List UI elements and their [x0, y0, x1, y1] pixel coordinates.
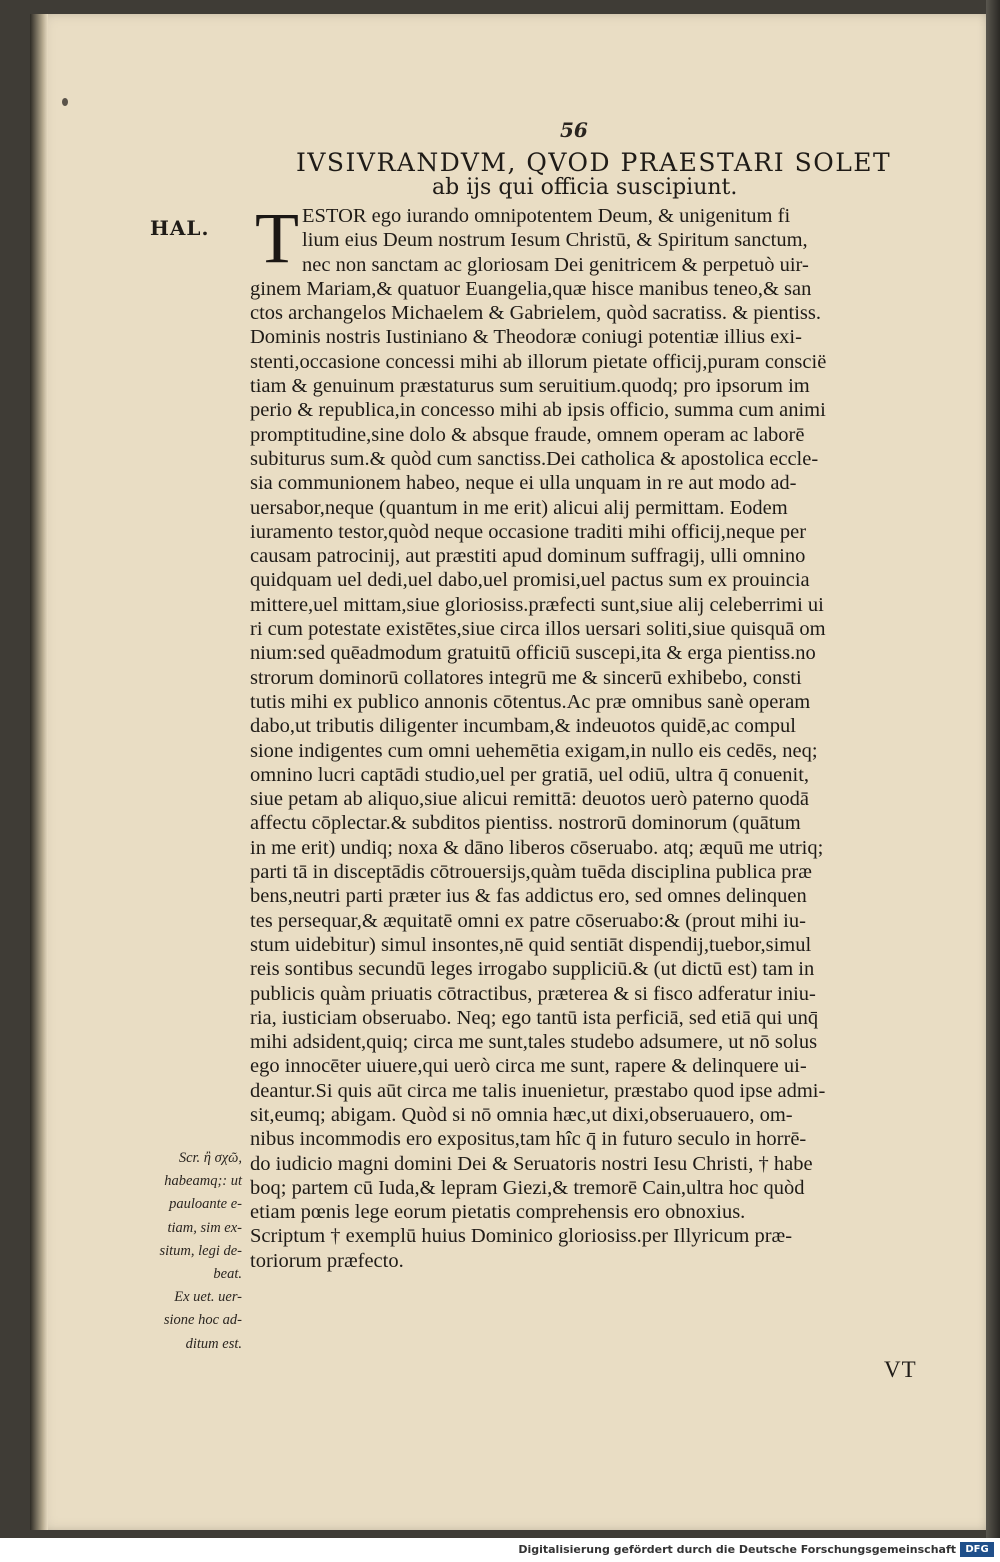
text-line: ri cum potestate existētes,siue circa illos uersari soliti,siue quisquā om [250, 618, 826, 641]
margin-note-line: beat. [213, 1265, 242, 1282]
margin-marker: HAL. [150, 216, 210, 240]
text-line: Dominis nostris Iustiniano & Theodoræ coniugi potentiæ illius exi- [250, 326, 802, 349]
text-line: reis sontibus secundū leges irrogabo suppliciū.& (ut dictū est) tam in [250, 958, 815, 981]
text-line: mihi adsident,quiq; circa me sunt,tales studebo adsumere, ut nō solus [250, 1031, 818, 1054]
footer-bar [0, 1538, 1000, 1562]
text-line: deantur.Si quis aūt circa me talis inuenietur, præstabo quod ipse admi- [250, 1079, 826, 1102]
dfg-logo-icon: DFG [960, 1542, 994, 1557]
page-subtitle: ab ijs qui officia suscipiunt. [432, 175, 738, 200]
text-line: tes persequar,& æquitatē omni ex patre cōseruabo:& (prout mihi iu- [250, 909, 806, 932]
page-right-edge [986, 0, 1000, 1562]
margin-note-line: Ex uet. uer- [174, 1289, 242, 1306]
text-line: omnino lucri captādi studio,uel per gratiā, uel odiū, ultra q̄ conuenit, [250, 763, 810, 786]
text-line: do iudicio magni domini Dei & Seruatoris nostri Iesu Christi, † habe [250, 1152, 813, 1175]
drop-cap-initial: T [255, 198, 299, 278]
text-line: stenti,occasione concessi mihi ab illorum pietate officij,puram conscië [250, 350, 827, 373]
text-line: bens,neutri parti præter ius & fas addictus ero, sed omnes delinquen [250, 885, 807, 908]
text-line: siue petam ab aliquo,siue alicui remittā: deuotos uerò paterno quodā [250, 788, 810, 811]
page-number: 56 [560, 118, 588, 142]
margin-note-line: habeamq;: ut [164, 1173, 242, 1190]
margin-note-line: pauloante e- [169, 1196, 242, 1213]
text-line: uersabor,neque (quantum in me erit) alicui alij permittam. Eodem [250, 496, 788, 519]
catchword: VT [884, 1357, 917, 1382]
text-line: publicis quàm priuatis cōtractibus, præterea & si fisco adferatur iniu- [250, 982, 816, 1005]
margin-note-line: Scr. ἢ σχῶ, [178, 1150, 242, 1166]
footer-credit: Digitalisierung gefördert durch die Deutsche Forschungsgemeinschaft [518, 1543, 956, 1556]
text-line: ESTOR ego iurando omnipotentem Deum, & unigenitum fi [302, 205, 791, 227]
text-line: perio & republica,in concesso mihi ab ipsis officio, summa cum animi [250, 399, 826, 422]
text-line: strorum dominorū collatores integrū me & sincerū exhibebo, consti [250, 666, 802, 689]
text-line: sia communionem habeo, neque ei ulla unquam in re aut modo ad- [250, 472, 797, 495]
text-line: parti tā in disceptādis cōtrouersijs,quàm tuēda disciplina publica præ [250, 861, 812, 884]
text-line: lium eius Deum nostrum Iesum Christū, & Spiritum sanctum, [302, 229, 808, 252]
text-line: sione indigentes cum omni uehemētia exigam,in nullo eis cedēs, neq; [250, 739, 818, 762]
text-line: tiam & genuinum præstaturus sum seruitium.quodq; pro ipsorum im [250, 375, 810, 398]
margin-note-line: ditum est. [185, 1335, 242, 1352]
text-line: nium:sed quēadmodum gratuitū officiū suscepi,ita & erga pientiss.no [250, 642, 816, 665]
text-line: subiturus sum.& quòd cum sanctiss.Dei catholica & apostolica eccle- [250, 447, 819, 470]
ink-spot-icon [62, 98, 68, 106]
text-line: etiam pœnis lege eorum pietatis comprehensis ero obnoxius. [250, 1201, 746, 1224]
text-line: nibus incommodis ero expositus,tam hîc q̄ in futuro seculo in horrē- [250, 1128, 807, 1151]
body-text [250, 198, 940, 1273]
margin-note-line: tiam, sim ex- [167, 1219, 242, 1236]
text-line: mittere,uel mittam,siue gloriosiss.præfecti sunt,siue alij celeberrimi ui [250, 593, 824, 616]
page-title: IVSIVRANDVM, QVOD PRAESTARI SOLET [296, 148, 892, 177]
page-gutter [30, 14, 48, 1530]
text-line: stum uidebitur) simul insontes,nē quid sentiāt dispendij,tuebor,simul [250, 933, 812, 956]
text-line: quidquam uel dedi,uel dabo,uel promisi,uel pactus sum ex prouincia [250, 569, 810, 592]
text-line: boq; partem cū Iuda,& lepram Giezi,& tremorē Cain,ultra hoc quòd [250, 1176, 805, 1199]
margin-note-line: sione hoc ad- [163, 1312, 242, 1329]
margin-note-line: situm, legi de- [159, 1242, 242, 1259]
text-line: sit,eumq; abigam. Quòd si nō omnia hæc,ut dixi,obseruauero, om- [250, 1103, 793, 1126]
text-line: ctos archangelos Michaelem & Gabrielem, quòd sacratiss. & pientiss. [250, 302, 821, 325]
text-line: toriorum præfecto. [250, 1249, 404, 1272]
text-line: ginem Mariam,& quatuor Euangelia,quæ hisce manibus teneo,& san [250, 277, 812, 300]
text-line: iuramento testor,quòd neque occasione traditi mihi officij,neque per [250, 520, 807, 543]
text-line: dabo,ut tributis diligenter incumbam,& indeuotos quidē,ac compul [250, 715, 796, 738]
margin-notes [138, 1147, 242, 1356]
text-line: ego innocēter uiuere,qui uerò circa me sunt, rapere & delinquere ui- [250, 1055, 807, 1078]
text-line: ria, iusticiam obseruabo. Neq; ego tantū ista perficiā, sed etiā qui unq̄ [250, 1006, 819, 1029]
text-line: tutis mihi ex publico annonis cōtentus.Ac præ omnibus sanè operam [250, 690, 811, 713]
text-line: causam patrocinij, aut præstiti apud dominum suffragij, ulli omnino [250, 545, 806, 568]
text-line: Scriptum † exemplū huius Dominico gloriosiss.per Illyricum præ- [250, 1225, 793, 1248]
text-line: nec non sanctam ac gloriosam Dei genitricem & perpetuò uir- [302, 253, 809, 276]
text-line: promptitudine,sine dolo & absque fraude, omnem operam ac laborē [250, 423, 805, 446]
text-line: affectu cōplectar.& subditos pientiss. nostrorū dominorum (quātum [250, 812, 801, 835]
text-line: in me erit) undiq; noxa & dāno liberos cōseruabo. atq; æquū me utriq; [250, 836, 824, 859]
